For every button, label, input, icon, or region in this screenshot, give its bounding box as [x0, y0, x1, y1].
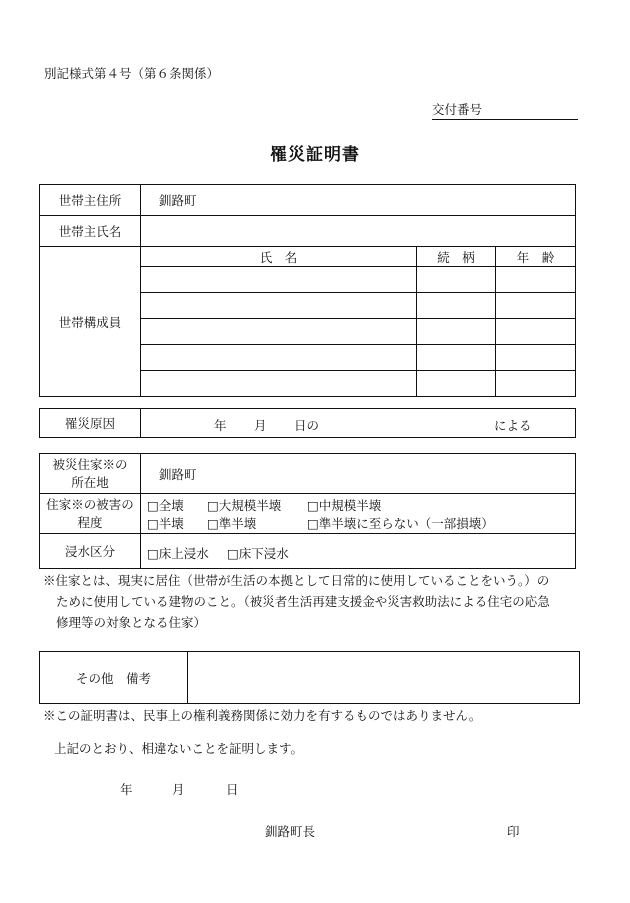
cause-table	[39, 408, 576, 438]
checkbox-junhankai[interactable]: □準半壊	[207, 516, 257, 531]
remarks-field[interactable]	[188, 652, 580, 704]
householder-name-field[interactable]	[141, 216, 576, 247]
checkbox-ichibu-sonkai[interactable]: □準半壊に至らない（一部損壊）	[307, 516, 494, 531]
address-label: 世帯主住所	[40, 185, 141, 216]
flood-label: 浸水区分	[40, 534, 141, 569]
cause-month: 月	[254, 418, 267, 433]
col-header-name: 氏 名	[141, 247, 417, 267]
issue-number-field[interactable]: 交付番号	[432, 100, 578, 120]
checkbox-zenkai[interactable]: □全壊	[147, 498, 184, 513]
member-age-field[interactable]	[496, 371, 576, 397]
damage-table	[39, 453, 576, 569]
cause-field[interactable]	[141, 409, 576, 438]
member-relation-field[interactable]	[417, 319, 496, 345]
member-name-field[interactable]	[141, 371, 417, 397]
residence-note-line3: 修理等の対象となる住家）	[56, 615, 207, 630]
seal-mark: 印	[507, 824, 520, 839]
form-reference: 別記様式第４号（第６条関係）	[44, 66, 220, 81]
remarks-label: その他 備考	[40, 652, 188, 704]
checkbox-hankai[interactable]: □半壊	[147, 516, 184, 531]
member-relation-field[interactable]	[417, 293, 496, 319]
member-name-field[interactable]	[141, 293, 417, 319]
checkbox-yuka-shita[interactable]: □床下浸水	[227, 546, 289, 561]
household-table	[39, 184, 576, 397]
flood-options	[141, 534, 576, 569]
address-field[interactable]: 釧路町	[141, 185, 576, 216]
member-relation-field[interactable]	[417, 267, 496, 293]
residence-note-line2: ために使用している建物のこと。（被災者生活再建支援金や災害救助法による住宅の応急	[56, 594, 550, 609]
location-field[interactable]: 釧路町	[141, 454, 576, 494]
members-label: 世帯構成員	[40, 247, 141, 397]
certify-statement: 上記のとおり、相違ないことを証明します。	[54, 741, 304, 756]
member-name-field[interactable]	[141, 345, 417, 371]
extent-label	[40, 494, 141, 534]
checkbox-chukibo-hankai[interactable]: □中規模半壊	[307, 498, 382, 513]
date-year[interactable]: 年	[120, 782, 133, 797]
member-age-field[interactable]	[496, 293, 576, 319]
member-age-field[interactable]	[496, 319, 576, 345]
date-day[interactable]: 日	[226, 782, 239, 797]
location-label-line2: 所在地	[71, 474, 109, 490]
cause-suffix: による	[494, 418, 532, 433]
member-name-field[interactable]	[141, 319, 417, 345]
member-relation-field[interactable]	[417, 345, 496, 371]
extent-options	[141, 494, 576, 534]
residence-note-line1: ※住家とは、現実に居住（世帯が生活の本拠として日常的に使用していることをいう。）の	[43, 573, 550, 588]
extent-label-line1: 住家※の被害の	[46, 496, 134, 512]
residence-note	[43, 570, 550, 633]
legal-note: ※この証明書は、民事上の権利義務関係に効力を有するものではありません。	[43, 708, 482, 723]
remarks-table	[39, 651, 580, 704]
extent-label-line2: 程度	[77, 514, 103, 530]
col-header-relation: 続 柄	[417, 247, 496, 267]
cause-day: 日の	[294, 418, 320, 433]
cause-label: 罹災原因	[40, 409, 141, 438]
col-header-age: 年 齢	[496, 247, 576, 267]
member-relation-field[interactable]	[417, 371, 496, 397]
householder-name-label: 世帯主氏名	[40, 216, 141, 247]
date-month[interactable]: 月	[172, 782, 185, 797]
page-title: 罹災証明書	[270, 145, 360, 165]
member-age-field[interactable]	[496, 345, 576, 371]
member-name-field[interactable]	[141, 267, 417, 293]
location-label	[40, 454, 141, 494]
checkbox-yuka-ue[interactable]: □床上浸水	[147, 546, 209, 561]
signer-title: 釧路町長	[265, 824, 316, 839]
checkbox-daikibo-hankai[interactable]: □大規模半壊	[207, 498, 282, 513]
cause-year: 年	[214, 418, 227, 433]
member-age-field[interactable]	[496, 267, 576, 293]
location-label-line1: 被災住家※の	[52, 456, 128, 472]
